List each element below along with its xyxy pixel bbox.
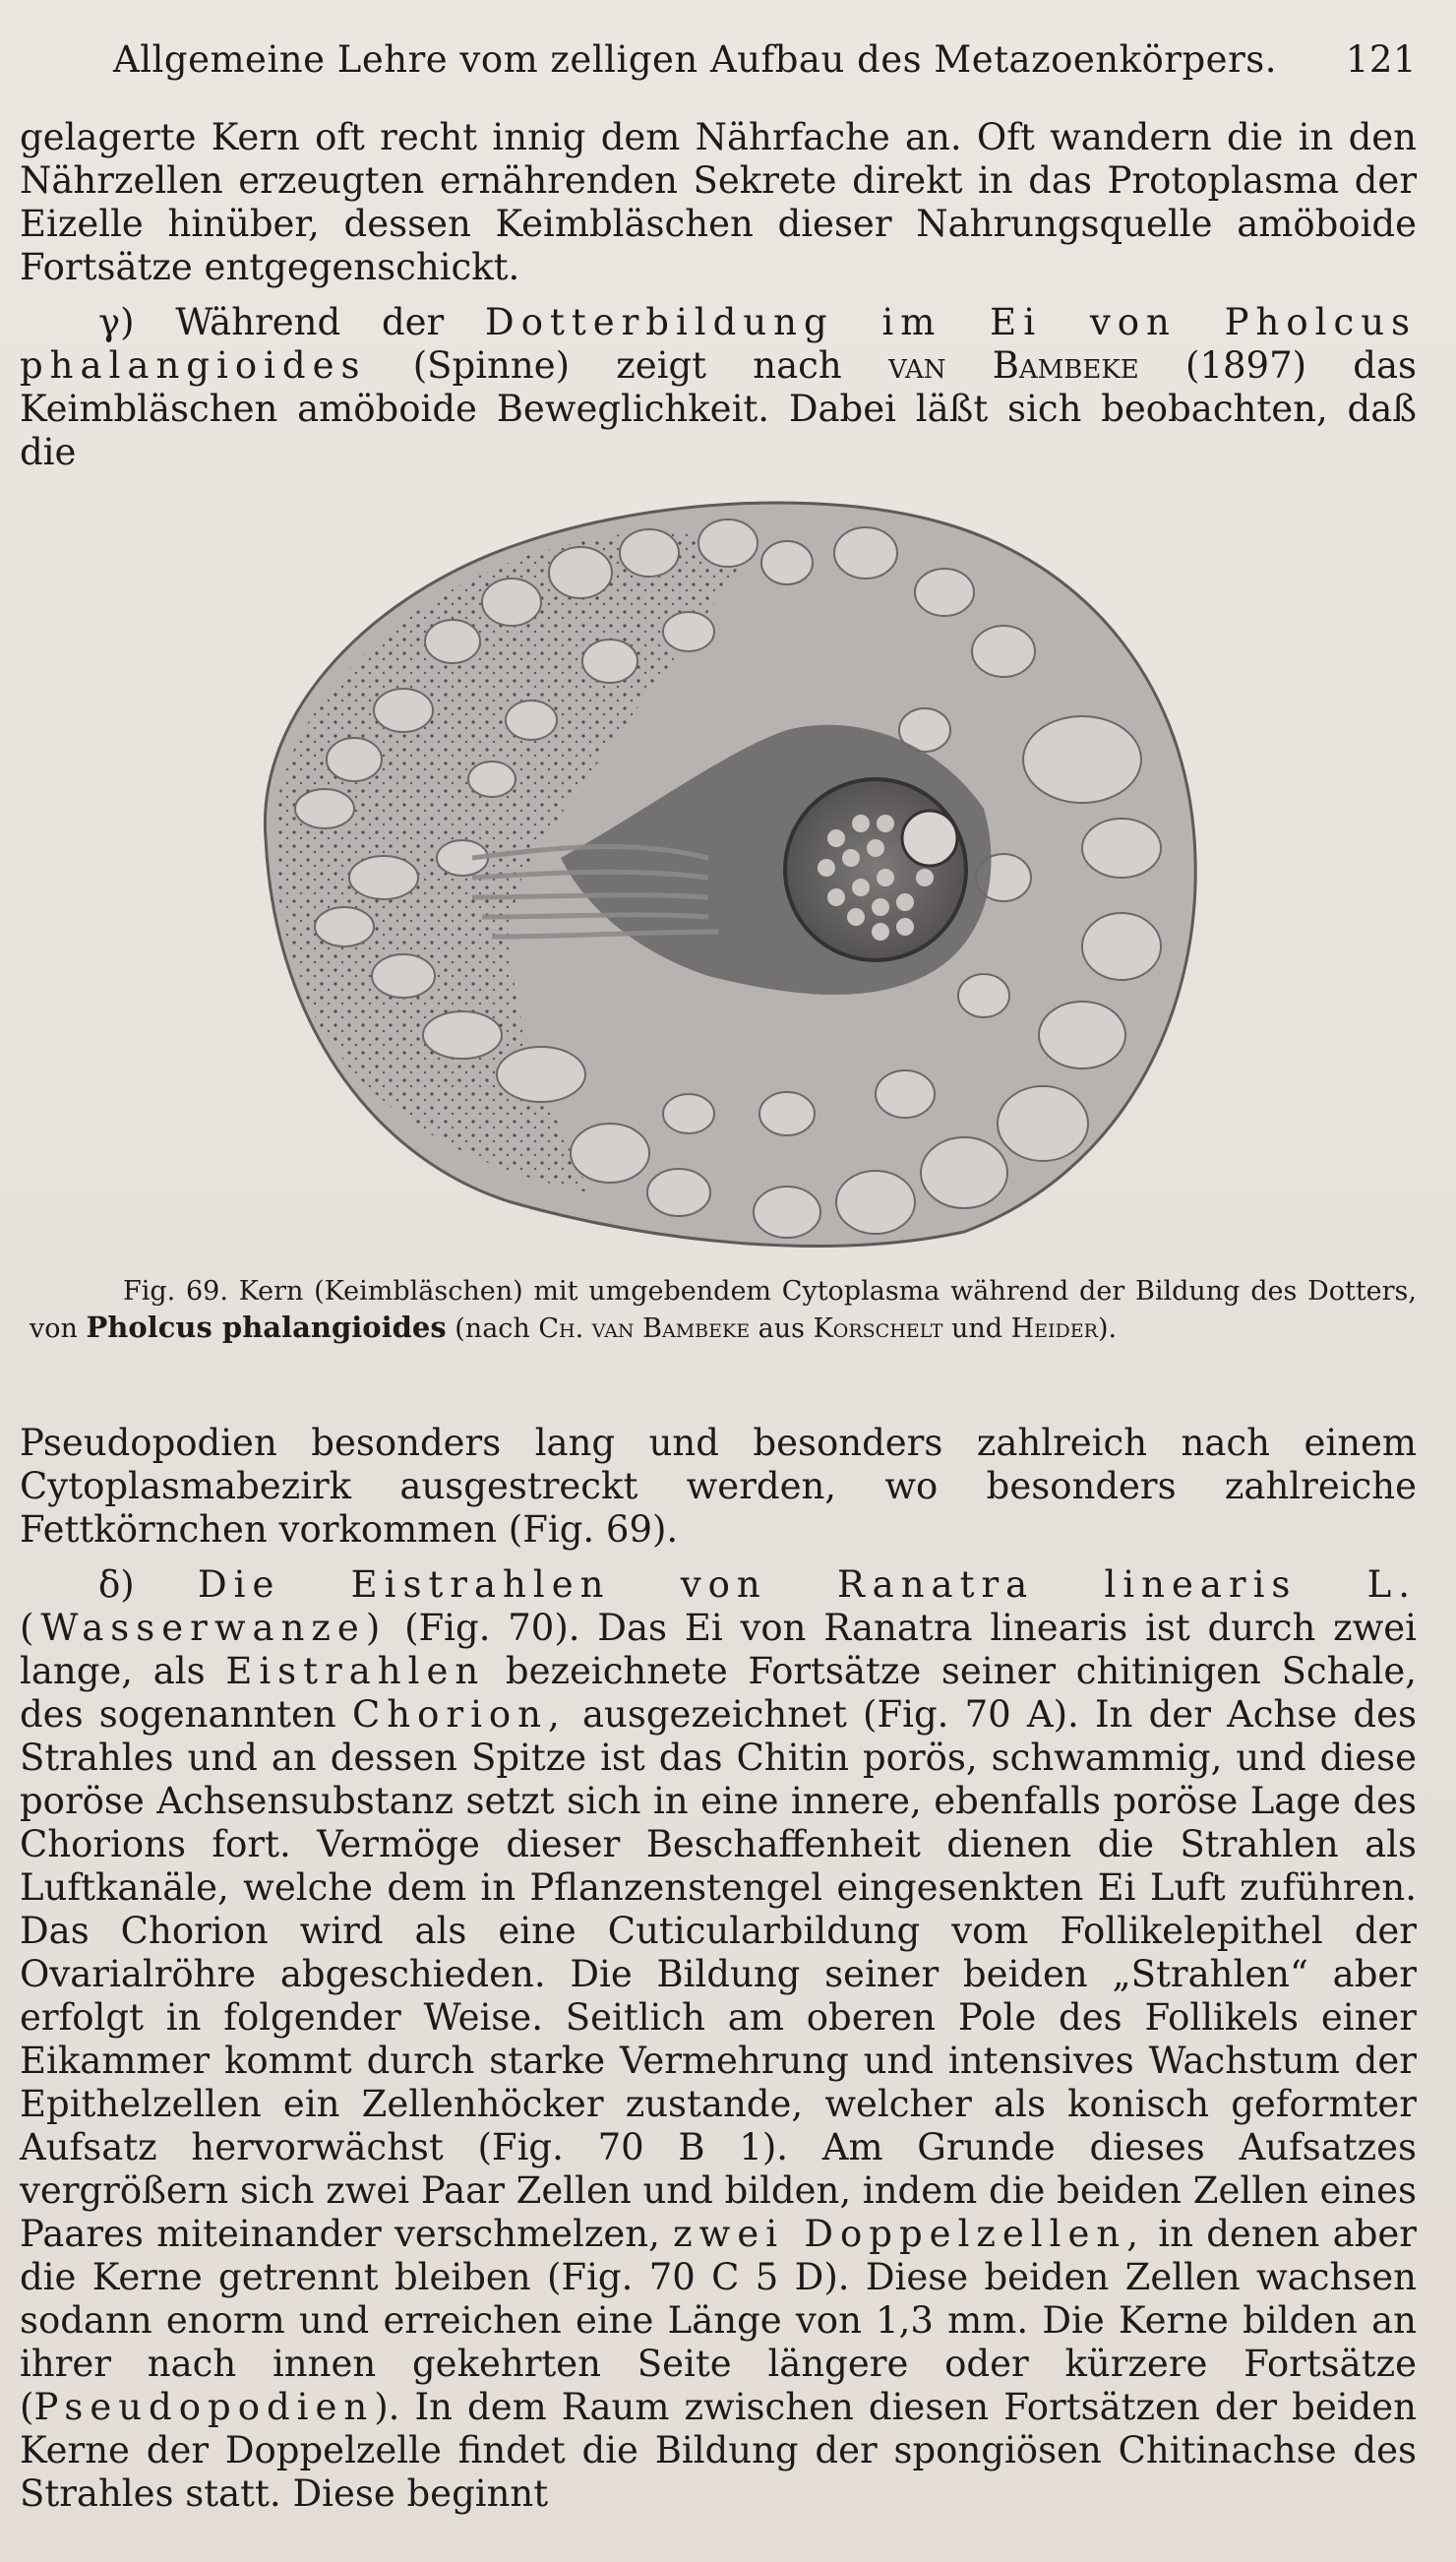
- caption-author1: Ch. van Bambeke: [538, 1313, 751, 1344]
- para4-chorion: Chorion,: [351, 1693, 567, 1736]
- running-header: [113, 28, 1417, 91]
- para2-spaced: Dotterbildung im Ei von Pholcus phalangioides: [20, 301, 1418, 387]
- nucleolus: [902, 811, 957, 866]
- caption-und: und: [950, 1313, 1003, 1344]
- paragraph-4: [20, 1563, 1417, 2516]
- para4-t3: ausgezeichnet (Fig. 70 A). In der Achse des Strahles und an dessen Spitze ist das Chitin porös, schwammig, und diese poröse Achsensubstanz setzt sich in eine innere, ebenfalls poröse Lage des Chorions fort. Vermöge dieser Beschaffenheit dienen die Strahlen als Luftkanäle, welche dem in Pflanzenstengel eingesenkten Ei Luft zuführen. Das Chorion wird als eine Cuticularbildung vom Follikelepithel der Ovarialröhre abgeschieden. Die Bildung seiner beiden „Strahlen“ aber erfolgt in folgender Weise. Seitlich am oberen Pole des Follikels einer Eikammer kommt durch starke Vermehrung und intensives Wachstum der Epithelzellen ein Zellenhöcker zustande, welcher als konisch geformter Aufsatz hervorwächst (Fig. 70 B 1). Am Grunde dieses Aufsatzes vergrößern sich zwei Paar Zellen und bilden, indem die beiden Zellen eines Paares miteinander verschmelzen,: [20, 1693, 1418, 2255]
- figure-69-illustration: [236, 484, 1210, 1251]
- text-block-bottom: [20, 1422, 1417, 2528]
- paragraph-1: gelagerte Kern oft recht innig dem Nährfache an. Oft wandern die in den Nährzellen erzeugten ernährenden Sekrete direkt in das Protoplasma der Eizelle hinüber, dessen Keimbläschen dieser Nahrungsquelle amöboide Fortsätze entgegenschickt.: [20, 116, 1417, 288]
- para4-eistrahlen: Eistrahlen: [225, 1650, 486, 1692]
- para2-rest: (1897) das Keimbläschen amöboide Beweglichkeit. Dabei läßt sich beobachten, daß die: [20, 344, 1418, 473]
- caption-end: ).: [1097, 1313, 1118, 1344]
- page-number: 121: [1345, 37, 1417, 81]
- para2-author: van Bambeke: [887, 344, 1139, 387]
- caption-species: Pholcus phalangioides: [86, 1311, 447, 1344]
- caption-text: [30, 1274, 1417, 1347]
- para4-t4: in denen aber die Kerne getrennt bleiben (Fig. 70 C 5 D). Diese beiden Zellen wachsen sodann enorm und erreichen eine Länge von 1,3 mm. Die Kerne bilden an ihrer nach innen gekehrten Seite längere oder kürzere Fortsätze (: [20, 2213, 1417, 2428]
- para4-label: δ): [98, 1563, 135, 1606]
- paragraph-3: Pseudopodien besonders lang und besonders zahlreich nach einem Cytoplasmabezirk ausgestreckt werden, wo besonders zahlreiche Fettkörnchen vorkommen (Fig. 69).: [20, 1422, 1417, 1551]
- para2-label: γ) Während der: [98, 301, 445, 343]
- caption-lead: Fig. 69. Kern (Keimbläschen) mit umgebendem Cytoplasma während der Bildung des Dotters, von: [30, 1276, 1417, 1344]
- running-title: Allgemeine Lehre vom zelligen Aufbau des Metazoenkörpers.: [113, 37, 1278, 81]
- caption-mid: (nach: [455, 1313, 530, 1344]
- figure-caption: [30, 1274, 1417, 1347]
- caption-author2: Korschelt: [813, 1313, 943, 1344]
- para4-spaced-title: Die Eistrahlen von Ranatra linearis L. (Wasserwanze): [20, 1563, 1417, 1649]
- text-block-top: [20, 116, 1417, 486]
- para4-t5: ). In dem Raum zwischen diesen Fortsätzen der beiden Kerne der Doppelzelle findet die Bildung der spongiösen Chitinachse des Strahles statt. Diese beginnt: [20, 2386, 1417, 2515]
- para4-pseudo: Pseudopodien: [33, 2386, 375, 2428]
- cell-drawing: [236, 484, 1210, 1251]
- para2-mid: (Spinne) zeigt nach: [412, 344, 842, 387]
- para4-doppel: zwei Doppelzellen,: [673, 2213, 1145, 2255]
- para4-t2: bezeichnete Fortsätze seiner chitinigen Schale, des sogenannten: [20, 1650, 1418, 1736]
- caption-aus: aus: [758, 1313, 805, 1344]
- paragraph-2: [20, 301, 1417, 474]
- para4-t1: (Fig. 70). Das Ei von Ranatra linearis ist durch zwei lange, als: [20, 1607, 1417, 1692]
- caption-author3: Heider: [1010, 1313, 1098, 1344]
